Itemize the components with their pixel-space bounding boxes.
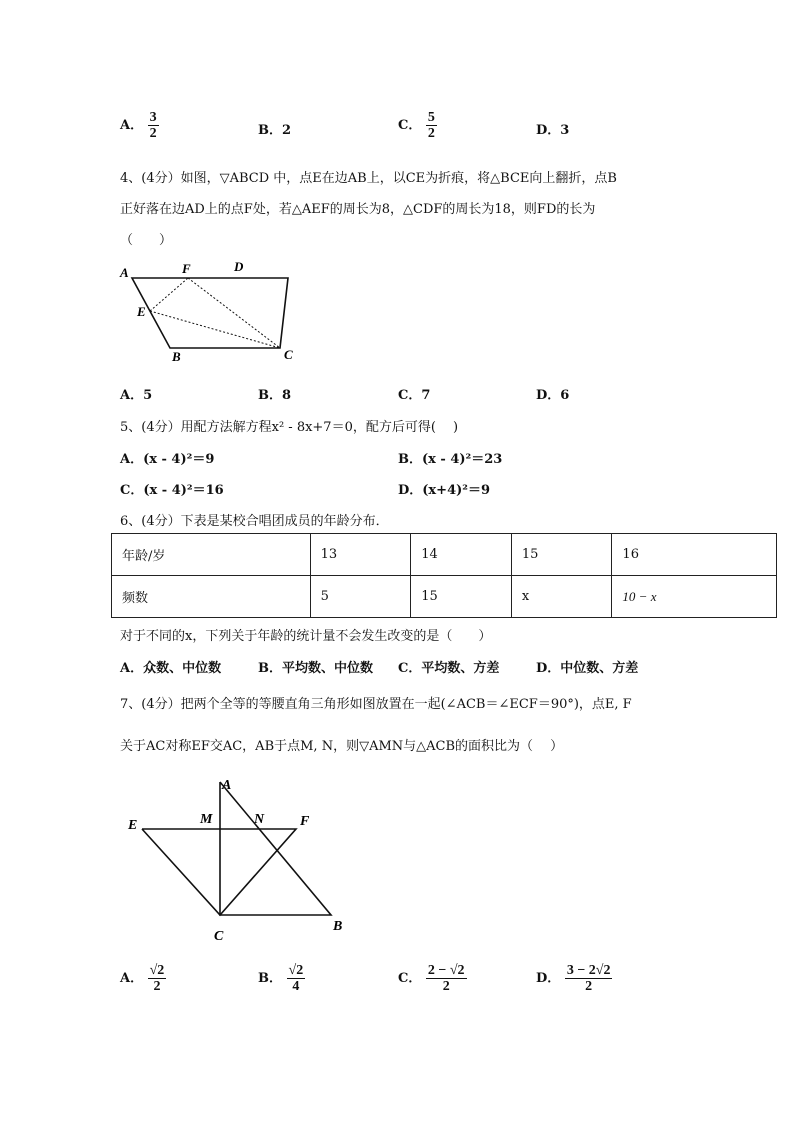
table-cell: 频数 [112,576,311,618]
table-cell: 13 [310,534,411,576]
q5-option-d: D．(x+4)²＝9 [398,483,491,498]
label-b: B [172,349,181,364]
table-cell: 15 [411,576,512,618]
q6-option-d: D．中位数、方差 [536,661,639,676]
q7-option-d-fraction: $\frac{3 - 2√2}{2}$ [566,963,611,994]
q7-option-a: A． $\frac{√2}{2}$ [120,963,165,994]
q7-stem-line2: 关于AC对称EF交AC，AB于点M, N，则▽AMN与△ACB的面积比为（ ） [120,739,564,754]
q4-option-b: B．8 [258,388,292,403]
table-cell: 16 [612,534,777,576]
q5-option-b: B．(x - 4)²＝23 [398,452,503,467]
q3-option-b: B．2 [258,123,292,138]
q7-option-c: C． $\frac{2 - √2}{2}$ [398,963,465,994]
line-ef [150,278,188,311]
label-b: B [333,919,343,934]
label-a: A [120,265,129,280]
age-distribution-table [111,533,777,618]
q7-option-a-fraction: $\frac{√2}{2}$ [149,963,165,994]
q3-option-c-fraction: $\frac{5}{2}$ [427,110,435,141]
label-e: E [128,818,138,833]
table-cell: 15 [511,534,612,576]
label-e: E [137,304,146,319]
q5-option-c: C．(x - 4)²＝16 [120,483,224,498]
label-f: F [300,814,310,829]
q6-stem: 6、(4分）下表是某校合唱团成员的年龄分布． [120,514,389,529]
table-row [112,534,777,576]
label-c: C [284,347,293,362]
q4-stem-line2: 正好落在边AD上的点F处，若△AEF的周长为8，△CDF的周长为18，则FD的长为 [120,202,596,217]
table-cell: 14 [411,534,512,576]
q5-stem: 5、(4分）用配方法解方程x² - 8x+7＝0，配方后可得( ) [120,420,459,435]
q4-parallelogram-figure [110,255,310,370]
q6-option-c: C．平均数、方差 [398,661,500,676]
label-n: N [254,812,265,827]
q4-stem-line3: （ ） [120,233,173,248]
label-m: M [200,812,213,827]
q3-option-a: A． $\frac{3}{2}$ [120,110,157,141]
triangle-ecf [142,829,296,915]
label-a: A [222,778,232,793]
label-f: F [182,261,191,276]
table-cell: 10 − x [612,576,777,618]
q4-option-c: C．7 [398,388,431,403]
table-cell: 年龄/岁 [112,534,311,576]
label-c: C [214,929,224,944]
table-row [112,576,777,618]
q3-option-c: C． $\frac{5}{2}$ [398,110,435,141]
line-ec [150,311,280,348]
q7-option-c-fraction: $\frac{2 - √2}{2}$ [427,963,465,994]
q4-stem-line1: 4、(4分）如图，▽ABCD 中，点E在边AB上，以CE为折痕，将△BCE向上翻折，点B [120,171,617,186]
q6-question: 对于不同的x，下列关于年龄的统计量不会发生改变的是（ ） [120,629,492,644]
q4-option-d: D．6 [536,388,570,403]
q3-option-a-fraction: $\frac{3}{2}$ [149,110,157,141]
q7-option-d: D． $\frac{3 - 2√2}{2}$ [536,963,611,994]
q3-option-d: D．3 [536,123,570,138]
q6-option-a: A．众数、中位数 [120,661,222,676]
q7-option-b: B． $\frac{√2}{4}$ [258,963,304,994]
q5-option-a: A．(x - 4)²＝9 [120,452,215,467]
q7-triangles-figure [120,775,360,945]
table-cell: 5 [310,576,411,618]
q6-option-b: B．平均数、中位数 [258,661,373,676]
line-fc [188,278,280,348]
q4-option-a: A．5 [120,388,153,403]
q7-option-b-fraction: $\frac{√2}{4}$ [288,963,304,994]
label-d: D [234,259,244,274]
table-cell: x [511,576,612,618]
q7-stem-line1: 7、(4分）把两个全等的等腰直角三角形如图放置在一起(∠ACB＝∠ECF＝90°)，点E, F [120,697,632,712]
